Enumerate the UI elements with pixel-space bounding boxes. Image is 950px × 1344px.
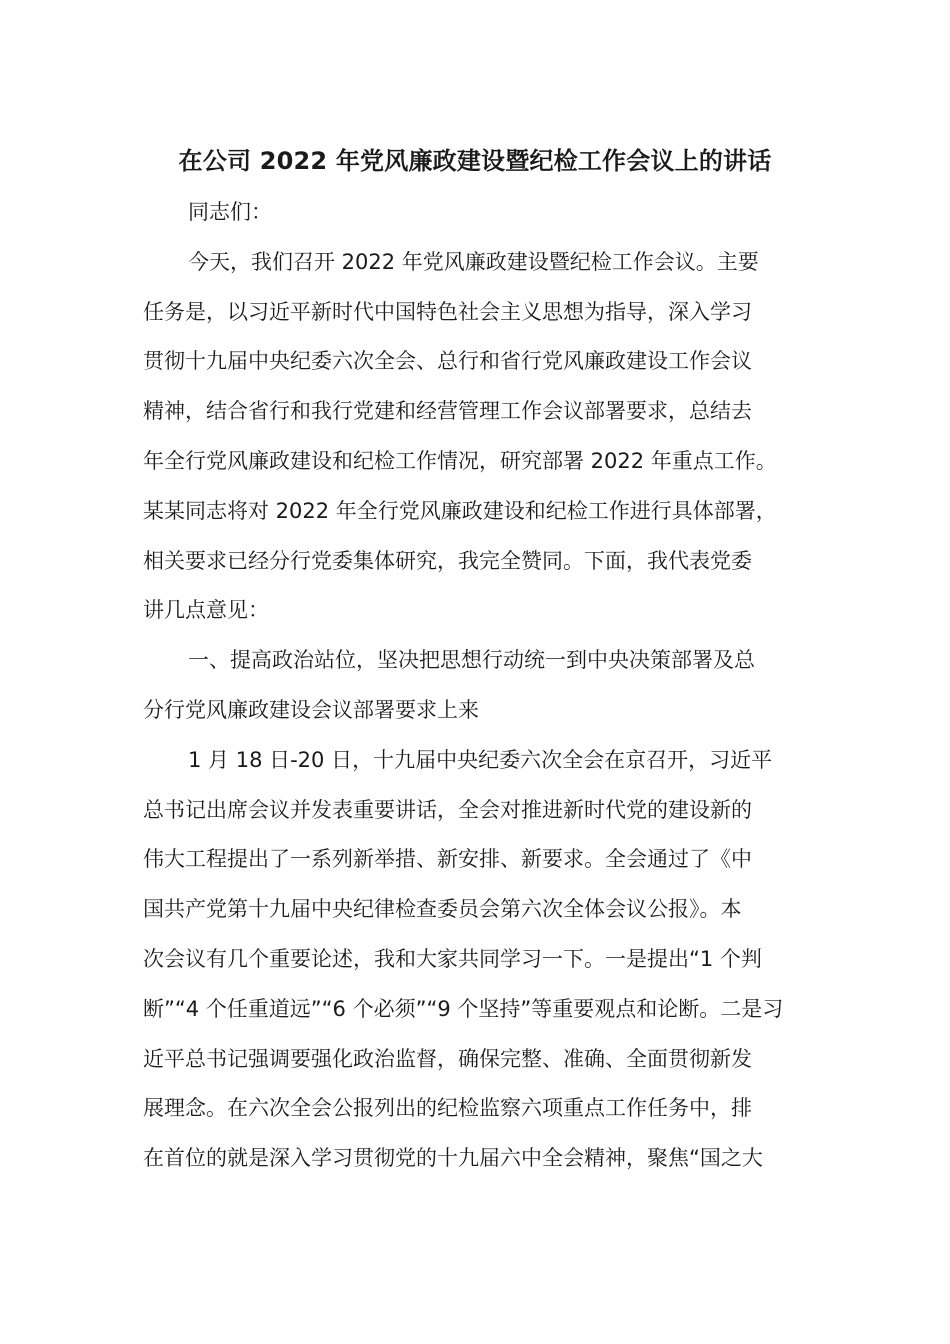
paragraph-line: 1 月 18 日-20 日，十九届中央纪委六次全会在京召开，习近平 — [188, 747, 773, 772]
paragraph-line: 国共产党第十九届中央纪律检查委员会第六次全体会议公报》。本 — [143, 897, 742, 922]
paragraph-line: 伟大工程提出了一系列新举措、新安排、新要求。全会通过了《中 — [143, 847, 752, 872]
paragraph-line: 断”“4 个任重道远”“6 个必须”“9 个坚持”等重要观点和论断。二是习 — [143, 996, 784, 1021]
paragraph-line: 讲几点意见： — [143, 598, 269, 623]
paragraph-line: 年全行党风廉政建设和纪检工作情况，研究部署 2022 年重点工作。 — [143, 448, 777, 473]
paragraph-line: 展理念。在六次全会公报列出的纪检监察六项重点工作任务中，排 — [143, 1096, 752, 1121]
paragraph-line: 某某同志将对 2022 年全行党风廉政建设和纪检工作进行具体部署， — [143, 498, 777, 523]
document-title: 在公司 2022 年党风廉政建设暨纪检工作会议上的讲话 — [178, 147, 772, 175]
document-body — [143, 188, 843, 1184]
section-heading-line: 分行党风廉政建设会议部署要求上来 — [143, 697, 479, 722]
paragraph-line: 总书记出席会议并发表重要讲话，全会对推进新时代党的建设新的 — [143, 797, 752, 822]
salutation-line: 同志们： — [188, 200, 272, 224]
paragraph-line: 在首位的就是深入学习贯彻党的十九届六中全会精神，聚焦“国之大 — [143, 1146, 763, 1171]
paragraph-line: 精神，结合省行和我行党建和经营管理工作会议部署要求，总结去 — [143, 399, 752, 424]
paragraph-line: 任务是，以习近平新时代中国特色社会主义思想为指导，深入学习 — [143, 299, 752, 324]
paragraph-line: 今天，我们召开 2022 年党风廉政建设暨纪检工作会议。主要 — [188, 249, 759, 274]
paragraph-line: 贯彻十九届中央纪委六次全会、总行和省行党风廉政建设工作会议 — [143, 349, 752, 374]
section-heading-line: 一、提高政治站位，坚决把思想行动统一到中央决策部署及总 — [188, 648, 755, 673]
paragraph-line: 次会议有几个重要论述，我和大家共同学习一下。一是提出“1 个判 — [143, 946, 762, 971]
paragraph-line: 相关要求已经分行党委集体研究，我完全赞同。下面，我代表党委 — [143, 548, 752, 573]
paragraph-line: 近平总书记强调要强化政治监督，确保完整、准确、全面贯彻新发 — [143, 1046, 752, 1071]
